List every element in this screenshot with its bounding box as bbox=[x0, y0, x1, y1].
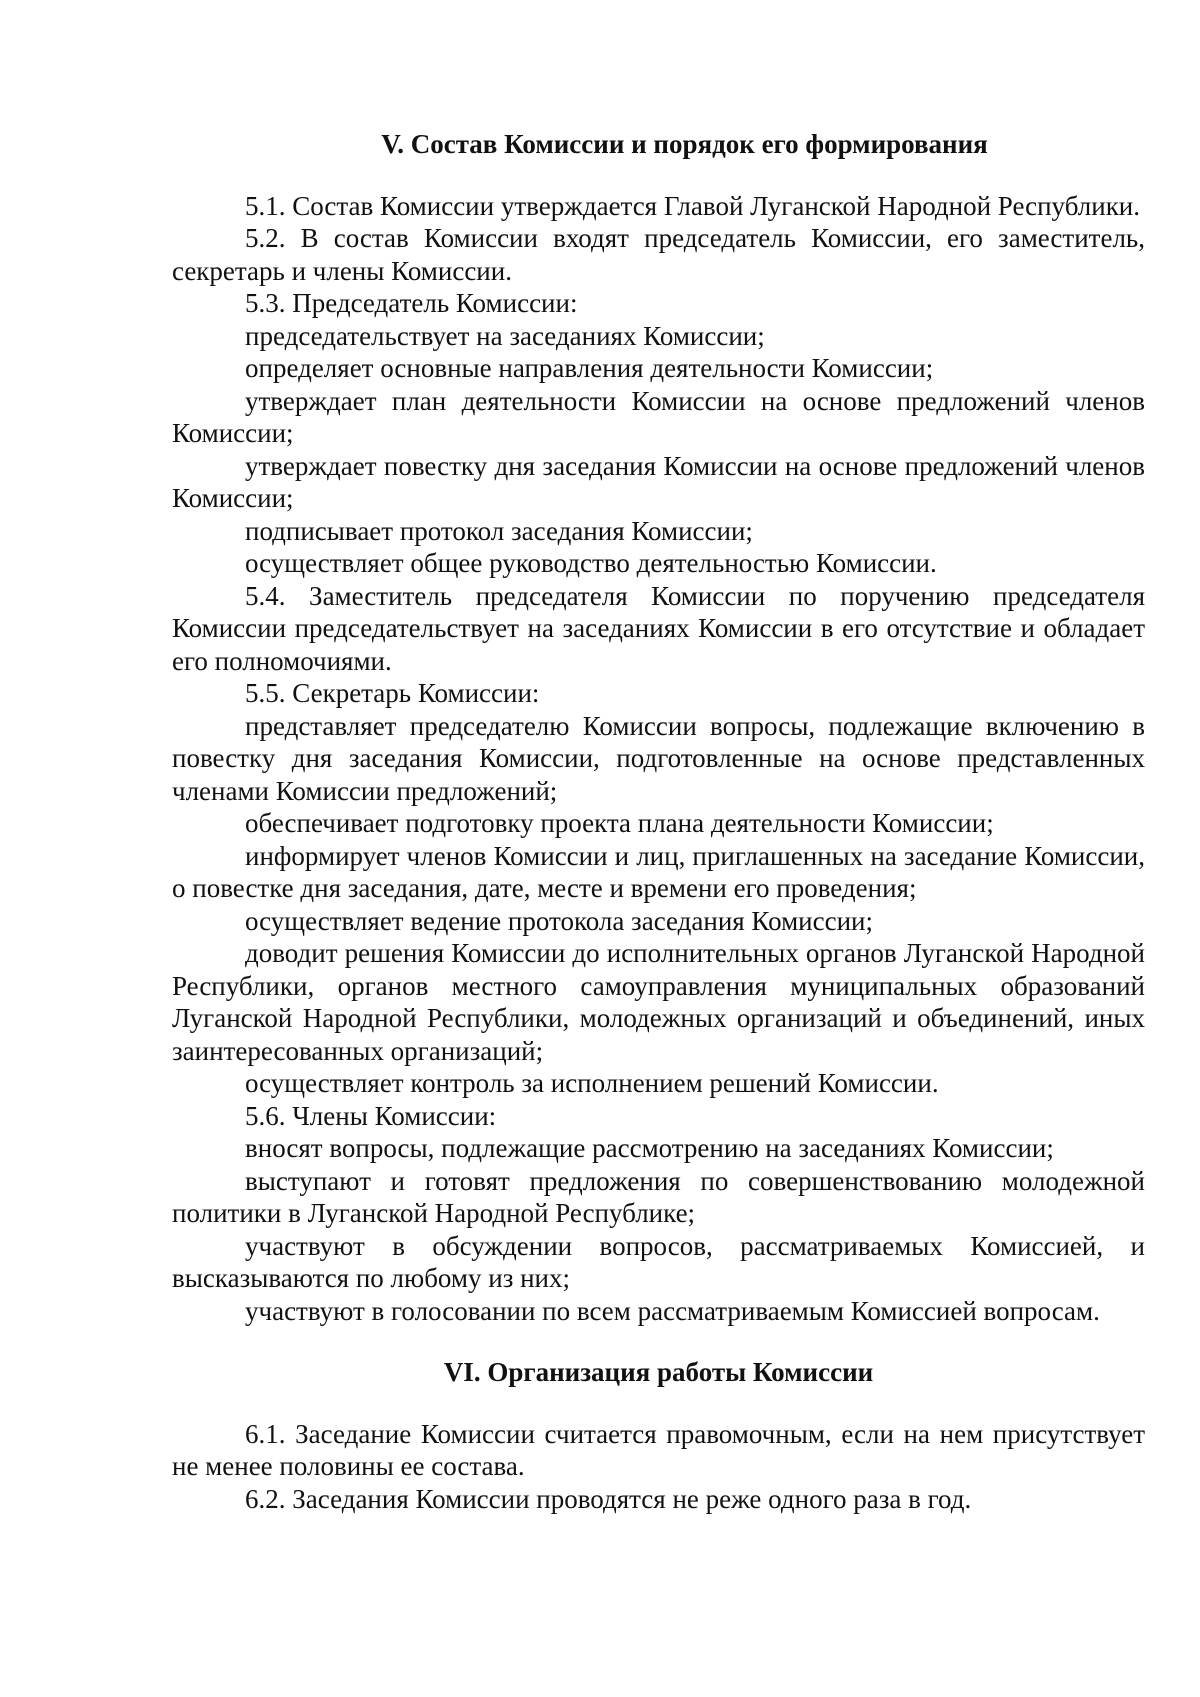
section-6-body bbox=[172, 1418, 1145, 1516]
list-item: участвуют в обсуждении вопросов, рассматриваемых Комиссией, и высказываются по любому из них; bbox=[172, 1230, 1145, 1293]
list-item: выступают и готовят предложения по совершенствованию молодежной политики в Луганской Народной Республике; bbox=[172, 1165, 1145, 1228]
list-item: представляет председателю Комиссии вопросы, подлежащие включению в повестку дня заседания Комиссии, подготовленные на основе представленных членами Комиссии предложений; bbox=[172, 710, 1145, 806]
list-item: информирует членов Комиссии и лиц, приглашенных на заседание Комиссии, о повестке дня заседания, дате, месте и времени его проведения; bbox=[172, 840, 1145, 903]
paragraph-5-2: 5.2. В состав Комиссии входят председатель Комиссии, его заместитель, секретарь и члены Комиссии. bbox=[172, 223, 1145, 286]
list-item: утверждает план деятельности Комиссии на основе предложений членов Комиссии; bbox=[172, 385, 1145, 448]
list-item: доводит решения Комиссии до исполнительных органов Луганской Народной Республики, органов местного самоуправления муниципальных образований Луганской Народной Республики, молодежных организаций и объединений, иных заинтересованных организаций; bbox=[172, 938, 1145, 1066]
paragraph-5-6-heading: 5.6. Члены Комиссии: bbox=[245, 1100, 497, 1131]
list-item: определяет основные направления деятельности Комиссии; bbox=[245, 353, 934, 383]
paragraph-5-3-heading: 5.3. Председатель Комиссии: bbox=[245, 288, 578, 318]
list-item: подписывает протокол заседания Комиссии; bbox=[245, 515, 753, 546]
list-item: обеспечивает подготовку проекта плана деятельности Комиссии; bbox=[245, 808, 994, 838]
list-item: осуществляет общее руководство деятельностью Комиссии. bbox=[245, 548, 937, 578]
paragraph-6-2: 6.2. Заседания Комиссии проводятся не реже одного раза в год. bbox=[245, 1483, 972, 1514]
section-6-title: VI. Организация работы Комиссии bbox=[443, 1357, 874, 1387]
document-body bbox=[172, 128, 1145, 1515]
section-5-body bbox=[172, 190, 1145, 1328]
list-item: осуществляет ведение протокола заседания Комиссии; bbox=[245, 905, 873, 936]
section-5-title: V. Состав Комиссии и порядок его формирования bbox=[381, 129, 988, 159]
paragraph-5-1: 5.1. Состав Комиссии утверждается Главой Луганской Народной Республики. bbox=[245, 190, 1141, 221]
paragraph-6-1: 6.1. Заседание Комиссии считается правомочным, если на нем присутствует не менее половины ее состава. bbox=[172, 1418, 1145, 1481]
list-item: утверждает повестку дня заседания Комиссии на основе предложений членов Комиссии; bbox=[172, 450, 1145, 513]
paragraph-5-4: 5.4. Заместитель председателя Комиссии по поручению председателя Комиссии председательствует на заседаниях Комиссии в его отсутствие и обладает его полномочиями. bbox=[172, 580, 1145, 676]
list-item: вносят вопросы, подлежащие рассмотрению на заседаниях Комиссии; bbox=[245, 1133, 1054, 1163]
list-item: председательствует на заседаниях Комиссии; bbox=[245, 320, 765, 351]
list-item: осуществляет контроль за исполнением решений Комиссии. bbox=[245, 1068, 939, 1098]
list-item: участвуют в голосовании по всем рассматриваемым Комиссией вопросам. bbox=[245, 1295, 1100, 1326]
paragraph-5-5-heading: 5.5. Секретарь Комиссии: bbox=[245, 678, 540, 708]
